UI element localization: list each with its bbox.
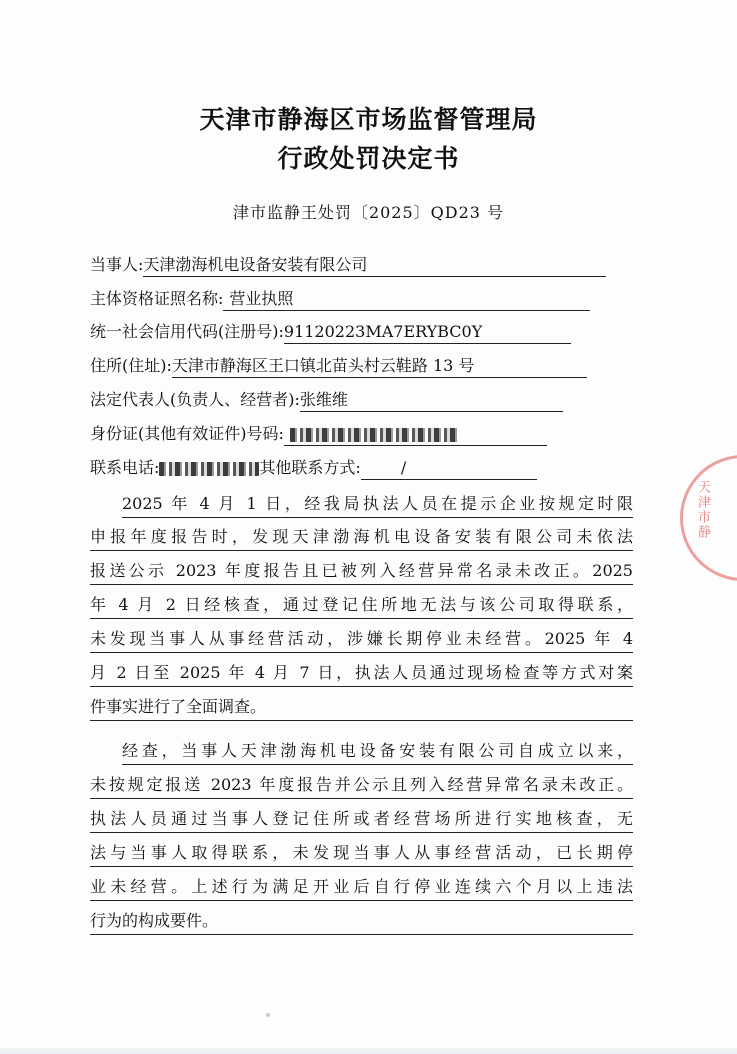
party-label: 当事人:: [90, 255, 144, 274]
redacted-id-number: [290, 428, 460, 442]
other-contact-field: [361, 457, 537, 480]
legal-rep-label: 法定代表人(负责人、经营者):: [90, 390, 300, 409]
legal-rep-row: [90, 387, 563, 413]
id-number-field: [284, 423, 547, 446]
document-number: 津市监静王处罚〔2025〕QD23 号: [232, 203, 505, 222]
other-contact-label: 其他联系方式:: [259, 458, 361, 477]
legal-rep-value: 张维维: [299, 390, 348, 409]
credit-code-value: 91120223MA7ERYBC0Y: [283, 322, 483, 341]
para1-line-3: 报送公示 2023 年度报告且已被列入经营异常名录未改正。2025: [90, 558, 633, 585]
para1-line-7: 件事实进行了全面调查。: [90, 694, 633, 721]
address-value: 天津市静海区王口镇北苗头村云鞋路 13 号: [171, 356, 475, 375]
party-value: 天津渤海机电设备安装有限公司: [143, 255, 368, 274]
other-contact-value: /: [400, 458, 407, 477]
scan-edge: [0, 1048, 737, 1054]
address-row: [90, 353, 587, 379]
address-field: [172, 355, 587, 378]
para2-line-2: 未按规定报送 2023 年度报告并公示且列入经营异常名录未改正。: [90, 772, 633, 799]
contact-row: [90, 455, 537, 481]
legal-rep-field: [300, 389, 563, 412]
para2-line-5: 业未经营。上述行为满足开业后自行停业连续六个月以上违法: [90, 874, 633, 901]
para1-line-1: 2025 年 4 月 1 日，经我局执法人员在提示企业按规定时限: [122, 491, 633, 518]
party-field: [143, 254, 606, 277]
issuing-authority-title: 天津市静海区市场监督管理局: [199, 105, 538, 134]
credit-code-row: [90, 319, 571, 345]
license-field: [223, 288, 590, 311]
address-label: 住所(住址):: [90, 356, 172, 375]
para2-line-6: 行为的构成要件。: [90, 908, 633, 935]
para2-line-4: 法与当事人取得联系，未发现当事人从事经营活动，已长期停: [90, 840, 633, 867]
license-row: [90, 286, 590, 312]
para1-line-6: 月 2 日至 2025 年 4 月 7 日，执法人员通过现场检查等方式对案: [90, 660, 633, 687]
id-number-label: 身份证(其他有效证件)号码:: [90, 424, 284, 443]
document-type-title: 行政处罚决定书: [277, 144, 460, 173]
license-label: 主体资格证照名称:: [90, 289, 224, 308]
credit-code-field: [284, 321, 571, 344]
party-row: [90, 252, 606, 278]
license-value: 营业执照: [229, 289, 294, 308]
phone-label: 联系电话:: [90, 458, 160, 477]
para2-line-3: 执法人员通过当事人登记住所或者经营场所进行实地核查，无: [90, 806, 633, 833]
redacted-phone-number: [159, 462, 259, 476]
id-number-row: [90, 421, 547, 447]
para1-line-2: 申报年度报告时，发现天津渤海机电设备安装有限公司未依法: [90, 524, 633, 551]
scan-speck: [266, 1013, 270, 1017]
para1-line-5: 未发现当事人从事经营活动，涉嫌长期停业未经营。2025 年 4: [90, 626, 633, 653]
credit-code-label: 统一社会信用代码(注册号):: [90, 322, 284, 341]
seal-text: 天津市静: [695, 480, 710, 540]
para1-line-4: 年 4 月 2 日经核查，通过登记住所地无法与该公司取得联系，: [90, 592, 633, 619]
para2-line-1: 经查，当事人天津渤海机电设备安装有限公司自成立以来，: [122, 738, 633, 765]
